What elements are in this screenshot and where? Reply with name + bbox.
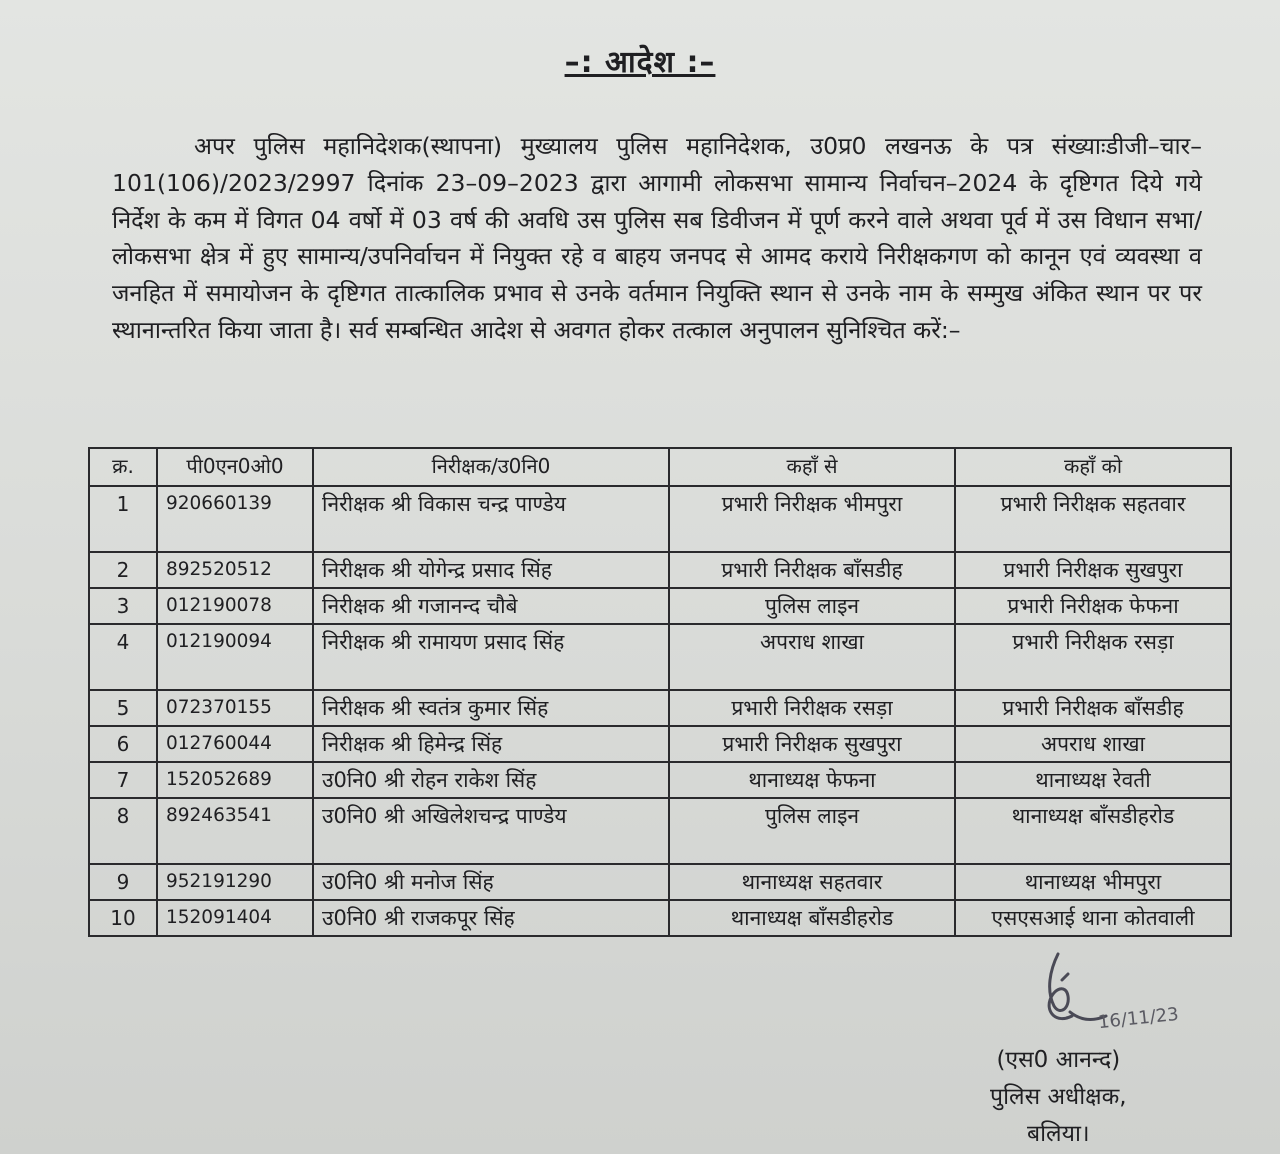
cell-sno: 2 [89,552,157,588]
cell-pno: 152052689 [157,762,313,798]
signer-designation: पुलिस अधीक्षक, [990,1084,1127,1110]
table-row [89,552,1231,588]
cell-name: उ0नि0 श्री रोहन राकेश सिंह [313,762,669,798]
table-row [89,762,1231,798]
cell-pno: 012190078 [157,588,313,624]
cell-sno: 6 [89,726,157,762]
cell-pno: 012190094 [157,624,313,690]
cell-to: प्रभारी निरीक्षक फेफना [955,588,1231,624]
cell-from: प्रभारी निरीक्षक भीमपुरा [669,486,955,552]
cell-name: निरीक्षक श्री योगेन्द्र प्रसाद सिंह [313,552,669,588]
cell-from: प्रभारी निरीक्षक रसड़ा [669,690,955,726]
cell-to: प्रभारी निरीक्षक सुखपुरा [955,552,1231,588]
cell-to: प्रभारी निरीक्षक सहतवार [955,486,1231,552]
cell-to: अपराध शाखा [955,726,1231,762]
cell-sno: 9 [89,864,157,900]
cell-name: निरीक्षक श्री गजानन्द चौबे [313,588,669,624]
header-to: कहाँ को [955,448,1231,486]
cell-sno: 8 [89,798,157,864]
cell-from: थानाध्यक्ष बाँसडीहरोड [669,900,955,936]
cell-name: उ0नि0 श्री राजकपूर सिंह [313,900,669,936]
cell-pno: 152091404 [157,900,313,936]
cell-from: प्रभारी निरीक्षक बाँसडीह [669,552,955,588]
order-title: –: आदेश :– [564,45,716,80]
cell-to: एसएसआई थाना कोतवाली [955,900,1231,936]
cell-to: प्रभारी निरीक्षक रसड़ा [955,624,1231,690]
signer-block [990,1042,1127,1153]
cell-sno: 3 [89,588,157,624]
header-from: कहाँ से [669,448,955,486]
table-row [89,486,1231,552]
cell-name: निरीक्षक श्री रामायण प्रसाद सिंह [313,624,669,690]
cell-name: निरीक्षक श्री विकास चन्द्र पाण्डेय [313,486,669,552]
cell-from: थानाध्यक्ष सहतवार [669,864,955,900]
order-body-text: अपर पुलिस महानिदेशक(स्थापना) मुख्यालय पुलिस महानिदेशक, उ0प्र0 लखनऊ के पत्र संख्याःडीजी–चार–101(106)/2023/2997 दिनांक 23–09–2023 द्वारा आगामी लोकसभा सामान्य निर्वाचन–2024 के दृष्टिगत दिये गये निर्देश के कम में विगत 04 वर्षो में 03 वर्ष की अवधि उस पुलिस सब डिवीजन में पूर्ण करने वाले अथवा पूर्व में उस विधान सभा/लोकसभा क्षेत्र में हुए सामान्य/उपनिर्वाचन में नियुक्त रहे व बाहय जनपद से आमद कराये निरीक्षकगण को कानून एवं व्यवस्था व जनहित में समायोजन के दृष्टिगत तात्कालिक प्रभाव से उनके वर्तमान नियुक्ति स्थान से उनके नाम के सम्मुख अंकित स्थान पर पर स्थानान्तरित किया जाता है। सर्व सम्बन्धित आदेश से अवगत होकर तत्काल अनुपालन सुनिश्चित करें:– [112,132,1202,344]
cell-to: थानाध्यक्ष रेवती [955,762,1231,798]
cell-name: उ0नि0 श्री अखिलेशचन्द्र पाण्डेय [313,798,669,864]
cell-sno: 10 [89,900,157,936]
table-row [89,900,1231,936]
cell-from: पुलिस लाइन [669,588,955,624]
cell-to: थानाध्यक्ष बाँसडीहरोड [955,798,1231,864]
cell-pno: 920660139 [157,486,313,552]
cell-name: निरीक्षक श्री स्वतंत्र कुमार सिंह [313,690,669,726]
table-row [89,690,1231,726]
table-row [89,864,1231,900]
cell-from: अपराध शाखा [669,624,955,690]
cell-sno: 1 [89,486,157,552]
header-pno: पी0एन0ओ0 [157,448,313,486]
signature-date: 16/11/23 [1097,1003,1180,1034]
cell-pno: 892520512 [157,552,313,588]
table-row [89,798,1231,864]
cell-from: पुलिस लाइन [669,798,955,864]
cell-from: थानाध्यक्ष फेफना [669,762,955,798]
table-row [89,624,1231,690]
table-header-row [89,448,1231,486]
cell-pno: 072370155 [157,690,313,726]
table-row [89,726,1231,762]
cell-pno: 012760044 [157,726,313,762]
table-row [89,588,1231,624]
signer-name: (एस0 आनन्द) [996,1047,1121,1073]
cell-name: निरीक्षक श्री हिमेन्द्र सिंह [313,726,669,762]
cell-pno: 952191290 [157,864,313,900]
cell-pno: 892463541 [157,798,313,864]
cell-from: प्रभारी निरीक्षक सुखपुरा [669,726,955,762]
header-name: निरीक्षक/उ0नि0 [313,448,669,486]
transfer-table [88,447,1232,937]
signer-district: बलिया। [1026,1121,1090,1147]
cell-sno: 5 [89,690,157,726]
cell-sno: 7 [89,762,157,798]
cell-to: प्रभारी निरीक्षक बाँसडीह [955,690,1231,726]
header-sno: क्र. [89,448,157,486]
cell-name: उ0नि0 श्री मनोज सिंह [313,864,669,900]
cell-sno: 4 [89,624,157,690]
cell-to: थानाध्यक्ष भीमपुरा [955,864,1231,900]
